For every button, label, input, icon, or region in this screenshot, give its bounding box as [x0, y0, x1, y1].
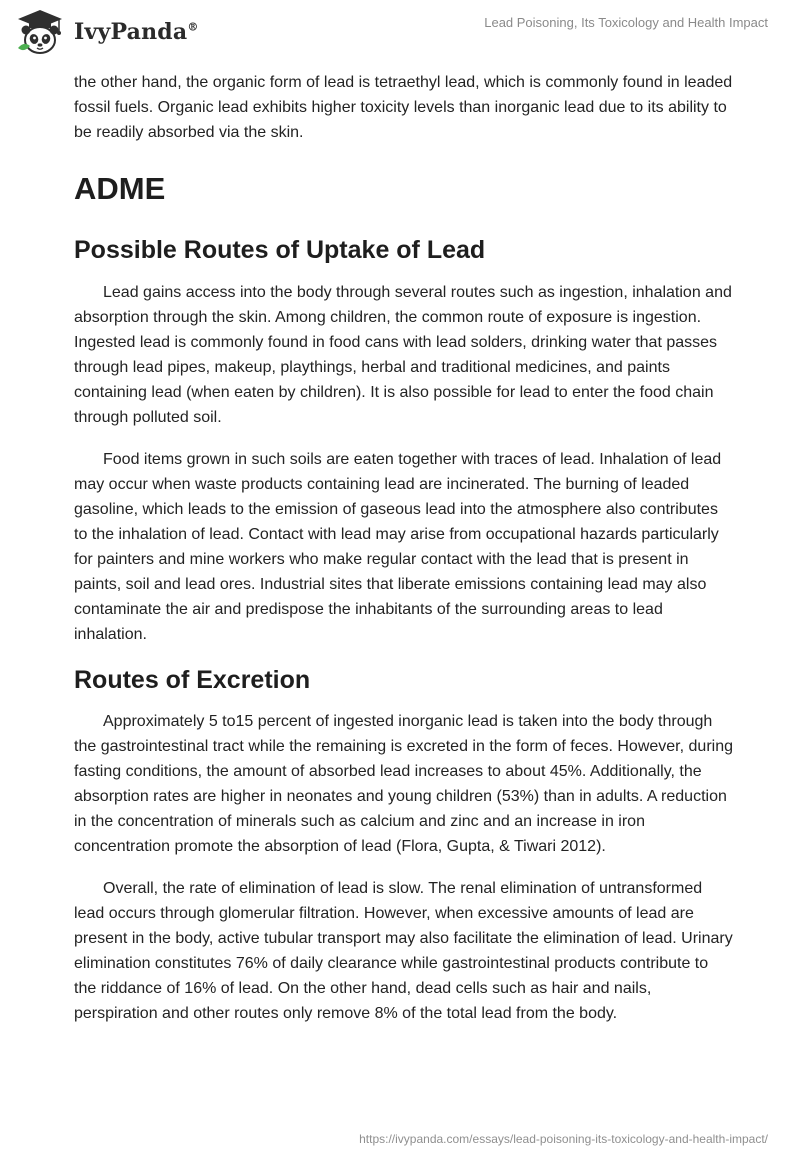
- source-url-link[interactable]: https://ivypanda.com/essays/lead-poisoning-its-toxicology-and-health-impact/: [359, 1132, 768, 1146]
- paragraph: Overall, the rate of elimination of lead is slow. The renal elimination of untransformed lead occurs through glomerular filtration. However, when excessive amounts of lead are present in the body, active tubular transport may also facilitate the elimination of lead. Urinary elimination constitutes 76% of daily clearance while gastrointestinal products contribute to the riddance of 16% of lead. On the other hand, dead cells such as hair and nails, perspiration and other routes only remove 8% of the total lead from the body.: [74, 880, 733, 1022]
- document-title: Lead Poisoning, Its Toxicology and Health Impact: [484, 15, 768, 30]
- paragraph: Lead gains access into the body through several routes such as ingestion, inhalation and absorption through the skin. Among children, the common route of exposure is ingestion. Ingested lead is commonly found in food cans with lead solders, drinking water that passes through lead pipes, makeup, playthings, herbal and traditional medicines, and paints containing lead (when eaten by children). It is also possible for lead to enter the food chain through polluted soil.: [74, 284, 732, 426]
- intro-paragraph: the other hand, the organic form of lead is tetraethyl lead, which is commonly found in leaded fossil fuels. Organic lead exhibits higher toxicity levels than inorganic lead due to its ability to be readily absorbed via the skin.: [74, 74, 733, 141]
- article-body: [74, 70, 734, 1026]
- panda-graduate-icon: [14, 8, 66, 56]
- paragraph: Approximately 5 to15 percent of ingested inorganic lead is taken into the body through the gastrointestinal tract while the remaining is excreted in the form of feces. However, during fasting conditions, the amount of absorbed lead increases to about 45%. Additionally, the absorption rates are higher in neonates and young children (53%) than in adults. A reduction in the concentration of minerals such as calcium and zinc and an increase in iron concentration promote the absorption of lead (Flora, Gupta, & Tiwari 2012).: [74, 713, 733, 855]
- subsection-heading-excretion: Routes of Excretion: [74, 666, 311, 694]
- paragraph: Food items grown in such soils are eaten together with traces of lead. Inhalation of lead may occur when waste products containing lead are incinerated. The burning of leaded gasoline, which leads to the emission of gaseous lead into the atmosphere also contributes to the inhalation of lead. Contact with lead may arise from occupational hazards particularly for painters and mine workers who make regular contact with the lead that is present in paints, soil and lead ores. Industrial sites that liberate emissions containing lead may also contaminate the air and predispose the inhabitants of the surrounding areas to lead inhalation.: [74, 451, 722, 643]
- brand-name: IvyPanda®: [74, 19, 199, 45]
- section-heading-adme: ADME: [74, 171, 166, 206]
- subsection-heading-uptake: Possible Routes of Uptake of Lead: [74, 236, 486, 264]
- ivypanda-logo[interactable]: [14, 8, 199, 56]
- page-header: [0, 0, 800, 64]
